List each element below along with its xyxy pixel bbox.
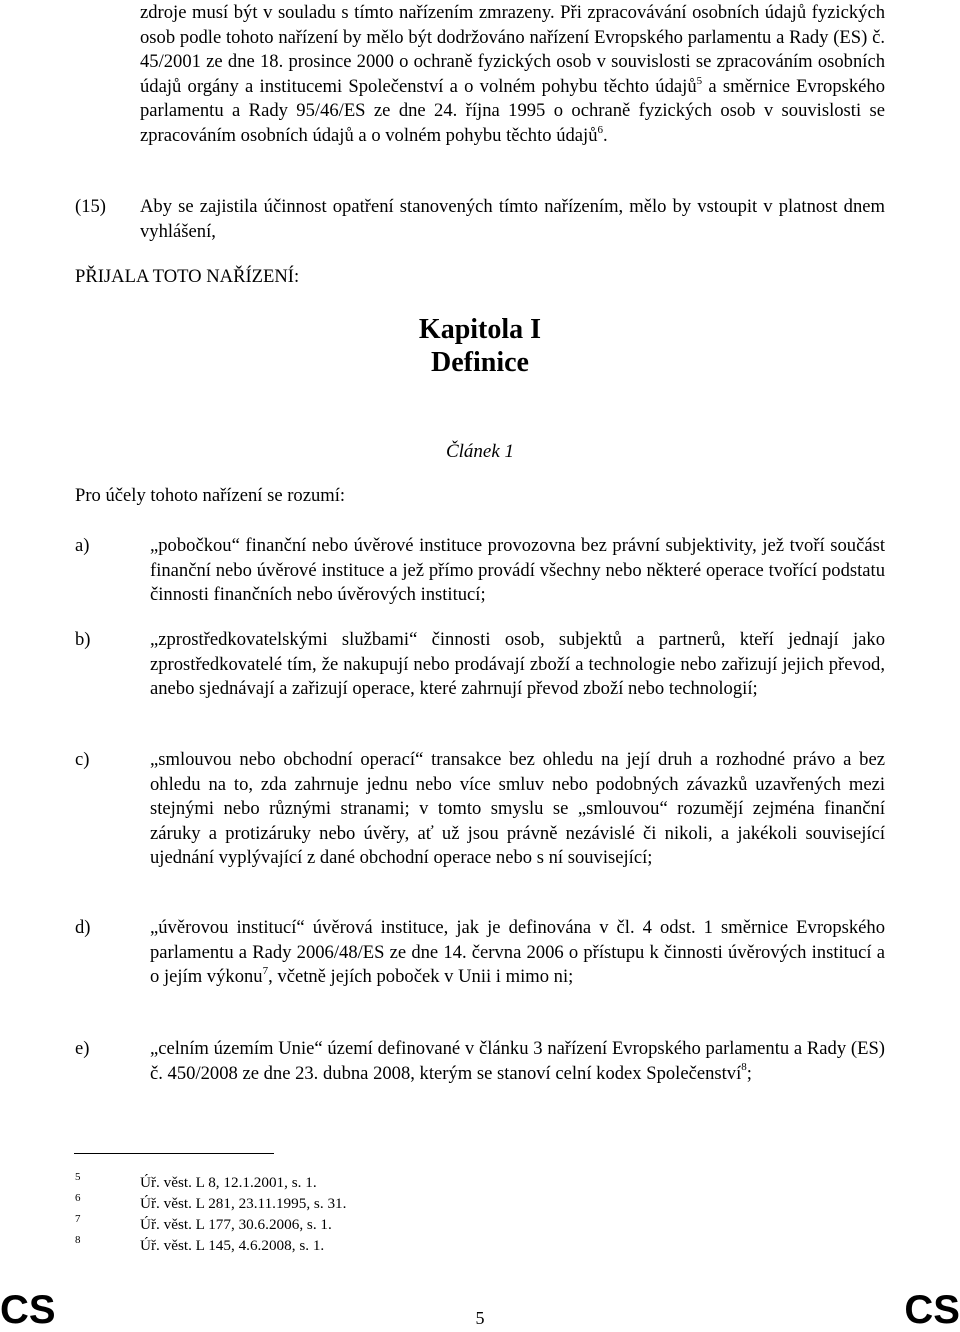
footnote-number-8: 8 [75, 1234, 81, 1246]
footnote-ref-5[interactable]: 5 [696, 74, 703, 87]
footnote-number-6: 6 [75, 1192, 81, 1204]
footnote-8: Úř. věst. L 145, 4.6.2008, s. 1. [140, 1237, 325, 1254]
definition-label-e: e) [75, 1038, 90, 1059]
recital-15-text: Aby se zajistila účinnost opatření stanovených tímto nařízením, mělo by vstoupit v platnost dnem vyhlášení, [140, 196, 885, 242]
footer-lang-left: CS [0, 1288, 56, 1332]
footnote-7: Úř. věst. L 177, 30.6.2006, s. 1. [140, 1216, 332, 1233]
definition-e-text-a: „celním územím Unie“ území definované v článku 3 nařízení Evropského parlamentu a Rady (ES) č. 450/2008 ze dne 23. dubna 2008, kterým se stanoví celní kodex Společenství [150, 1038, 885, 1084]
intro-text-b: a směrnice Evropského parlamentu a Rady 95/46/ES ze dne 24. října 1995 o ochraně fyzických osob v souvislosti se zpracováním osobních údajů a o volném pohybu těchto údajů [140, 75, 885, 146]
footnote-5: Úř. věst. L 8, 12.1.2001, s. 1. [140, 1174, 317, 1191]
definition-a: „pobočkou“ finanční nebo úvěrové instituce provozovna bez právní subjektivity, jež tvoří součást finanční nebo úvěrové instituce a jež přímo provádí všechny nebo některé operace tvořící podstatu činnosti finančních nebo úvěrových institucí; [150, 535, 885, 606]
intro-paragraph [140, 1, 885, 149]
definition-d-text-b: , včetně jejích poboček v Unii i mimo ni; [268, 966, 574, 988]
page-number: 5 [475, 1308, 485, 1328]
definition-label-d: d) [75, 917, 91, 938]
definition-label-c: c) [75, 749, 90, 770]
chapter-title: Definice [431, 347, 529, 378]
footnote-ref-7[interactable]: 7 [262, 965, 269, 977]
definition-d [150, 916, 885, 990]
definition-label-b: b) [75, 629, 91, 650]
footnote-6: Úř. věst. L 281, 23.11.1995, s. 31. [140, 1195, 347, 1212]
chapter-number: Kapitola I [418, 314, 542, 345]
definition-label-a: a) [75, 535, 90, 556]
definition-d-text-a: „úvěrovou institucí“ úvěrová instituce, jak je definována v čl. 4 odst. 1 směrnice Evropského parlamentu a Rady 2006/48/ES ze dne 14. června 2006 o přístupu k činnosti úvěrových institucí a o jejím výkonu [150, 917, 885, 988]
footnote-number-5: 5 [75, 1171, 81, 1183]
definition-c: „smlouvou nebo obchodní operací“ transakce bez ohledu na její druh a rozhodné právo a bez ohledu na to, zda zahrnuje jednu nebo více smluv nebo podobných závazků uzavřených mezi stejnými nebo různými stranami; v tomto smyslu se „smlouvou“ rozumějí zejména finanční záruky a protizáruky nebo úvěry, ať už jsou právně nezávislé či nikoli, a jakékoli související ujednání vyplývající z dané obchodní operace nebo s ní související; [150, 749, 885, 869]
purpose-line: Pro účely tohoto nařízení se rozumí: [75, 485, 346, 506]
adopted-heading: PŘIJALA TOTO NAŘÍZENÍ: [75, 266, 300, 287]
recital-15-label: (15) [75, 196, 106, 217]
footer-lang-right: CS [904, 1288, 960, 1332]
intro-text-c: . [603, 124, 608, 146]
footnote-ref-8[interactable]: 8 [741, 1061, 747, 1074]
footnote-number-7: 7 [75, 1213, 81, 1225]
footnote-separator [74, 1153, 274, 1154]
footnote-ref-6[interactable]: 6 [597, 123, 603, 136]
definition-b: „zprostředkovatelskými službami“ činnosti osob, subjektů a partnerů, kteří jednají jako zprostředkovatelé tím, že nakupují nebo prodávají zboží a technologie nebo zařizují jejich převod, anebo sjednávají a zařizují operace, které zahrnují převod zboží nebo technologií; [150, 629, 885, 700]
definition-e [150, 1037, 885, 1086]
intro-text-a: zdroje musí být v souladu s tímto nařízením zmrazeny. Při zpracovávání osobních údajů fyzických osob podle tohoto nařízení by mělo být dodržováno nařízení Evropského parlamentu a Rady (ES) č. 45/2001 ze dne 18. prosince 2000 o ochraně fyzických osob v souvislosti se zpracováním osobních údajů orgány a institucemi Společenství a o volném pohybu těchto údajů [140, 2, 885, 97]
article-heading: Článek 1 [445, 441, 515, 462]
definition-e-text-b: ; [746, 1062, 752, 1084]
